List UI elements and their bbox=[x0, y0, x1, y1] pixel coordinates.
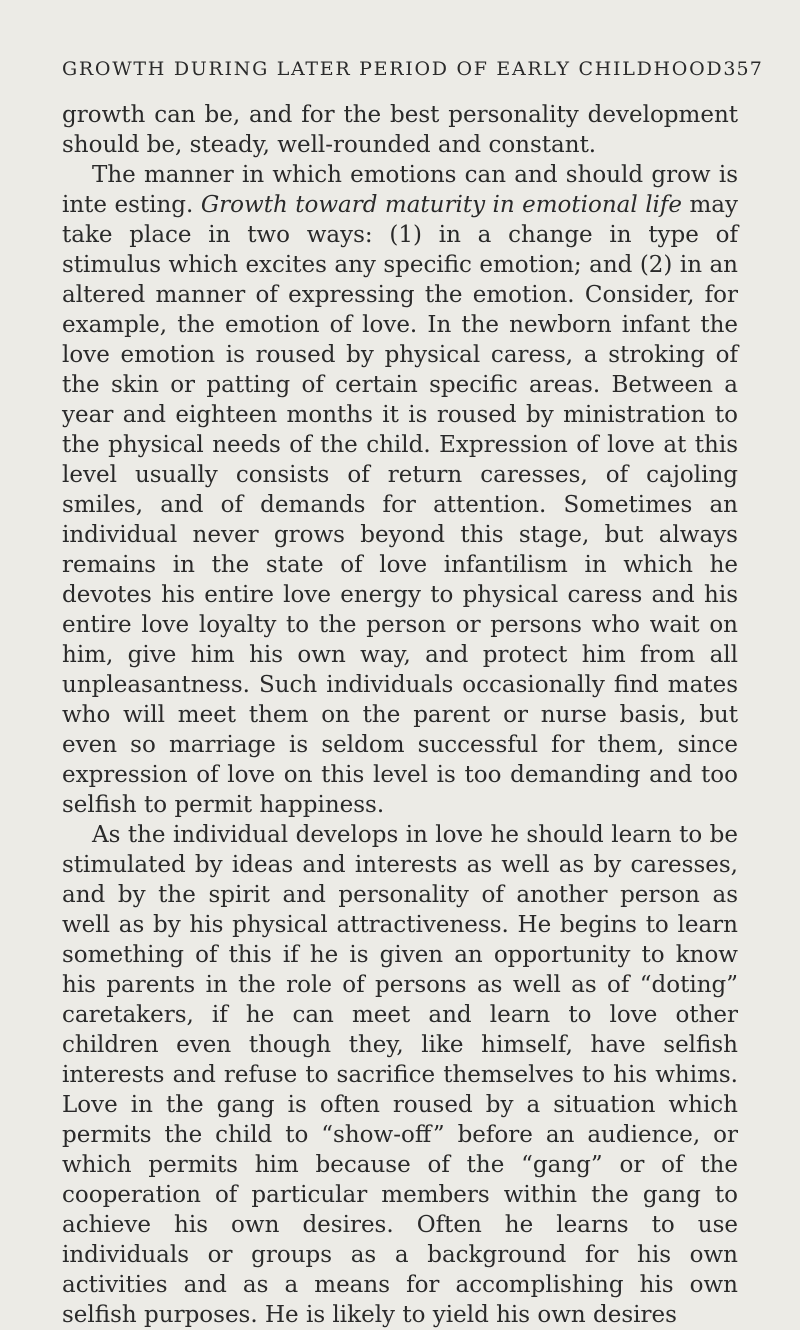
running-title: GROWTH DURING LATER PERIOD OF EARLY CHILDHOOD bbox=[62, 58, 724, 80]
running-head bbox=[62, 58, 764, 80]
italic-phrase: Growth toward maturity in emotional life bbox=[200, 192, 683, 218]
page-number: 357 bbox=[723, 58, 764, 80]
paragraph-love-development bbox=[62, 820, 738, 1330]
book-page bbox=[62, 58, 764, 1330]
paragraph-text: The manner in which emotions can and should grow is inte esting. bbox=[62, 162, 738, 218]
body-text bbox=[62, 100, 738, 1330]
paragraph-text: growth can be, and for the best personality development should be, steady, well-rounded and constant. bbox=[62, 102, 738, 158]
paragraph-emotions bbox=[62, 160, 738, 820]
paragraph-continued bbox=[62, 100, 738, 160]
paragraph-text: may take place in two ways: (1) in a change in type of stimulus which excites any specific emotion; and (2) in an altered manner of expressing the emotion. Consider, for example, the emotion of love. In the newborn infant the love emotion is roused by physical caress, a stroking of the skin or patting of certain specific areas. Between a year and eighteen months it is roused by ministration to the physical needs of the child. Expression of love at this level usually consists of return caresses, of cajoling smiles, and of demands for attention. Sometimes an individual never grows beyond this stage, but always remains in the state of love infantilism in which he devotes his entire love energy to physical caress and his entire love loyalty to the person or persons who wait on him, give him his own way, and protect him from all unpleasantness. Such individuals occasionally find mates who will meet them on the parent or nurse basis, but even so marriage is seldom successful for them, since expression of love on this level is too demanding and too selfish to permit happiness. bbox=[62, 192, 739, 818]
paragraph-text: As the individual develops in love he should learn to be stimulated by ideas and interests as well as by caresses, and by the spirit and personality of another person as well as by his physical attractiveness. He begins to learn something of this if he is given an opportunity to know his parents in the role of persons as well as of “doting” caretakers, if he can meet and learn to love other children even though they, like himself, have selfish interests and refuse to sacrifice themselves to his whims. Love in the gang is often roused by a situation which permits the child to “show-off” before an audience, or which permits him because of the “gang” or of the cooperation of particular members within the gang to achieve his own desires. Often he learns to use individuals or groups as a background for his own activities and as a means for accomplishing his own selfish purposes. He is likely to yield his own desires bbox=[62, 822, 738, 1328]
